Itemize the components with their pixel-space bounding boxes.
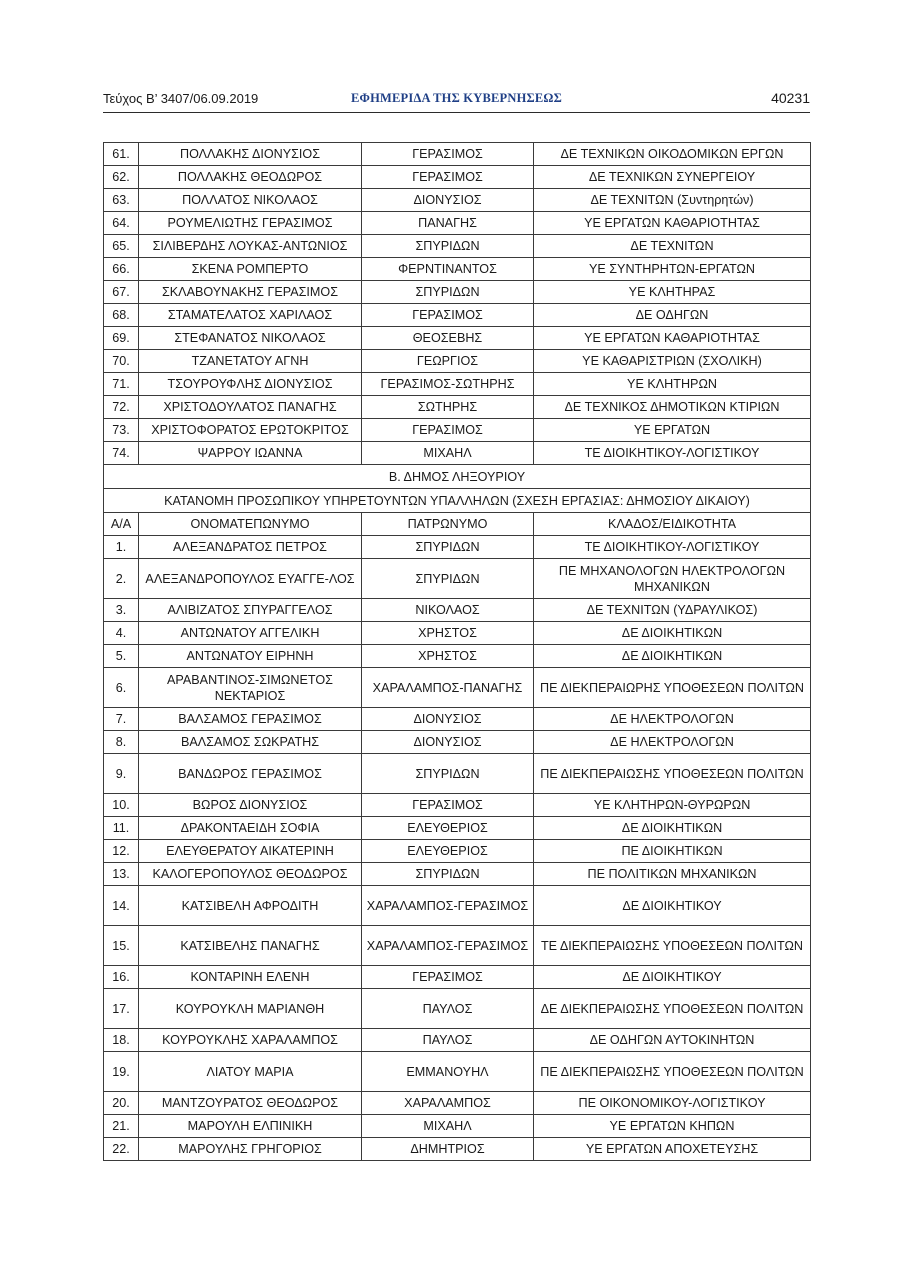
table-row	[104, 304, 811, 327]
cell-number: 63.	[104, 189, 139, 212]
table-row	[104, 396, 811, 419]
cell-name: ΠΟΛΛΑΤΟΣ ΝΙΚΟΛΑΟΣ	[139, 189, 362, 212]
cell-name: ΣΤΑΜΑΤΕΛΑΤΟΣ ΧΑΡΙΛΑΟΣ	[139, 304, 362, 327]
cell-father-name: ΧΑΡΑΛΑΜΠΟΣ-ΓΕΡΑΣΙΜΟΣ	[362, 926, 534, 966]
cell-number: 13.	[104, 863, 139, 886]
cell-name: ΡΟΥΜΕΛΙΩΤΗΣ ΓΕΡΑΣΙΜΟΣ	[139, 212, 362, 235]
cell-father-name: ΣΠΥΡΙΔΩΝ	[362, 559, 534, 599]
cell-branch: ΤΕ ΔΙΕΚΠΕΡΑΙΩΣΗΣ ΥΠΟΘΕΣΕΩΝ ΠΟΛΙΤΩΝ	[534, 926, 811, 966]
cell-branch: ΔΕ ΗΛΕΚΤΡΟΛΟΓΩΝ	[534, 731, 811, 754]
cell-branch: ΥΕ ΚΛΗΤΗΡΑΣ	[534, 281, 811, 304]
cell-number: 62.	[104, 166, 139, 189]
cell-number: 64.	[104, 212, 139, 235]
cell-father-name: ΓΕΡΑΣΙΜΟΣ	[362, 166, 534, 189]
cell-name: ΑΡΑΒΑΝΤΙΝΟΣ-ΣΙΜΩΝΕΤΟΣ ΝΕΚΤΑΡΙΟΣ	[139, 668, 362, 708]
cell-branch: ΔΕ ΟΔΗΓΩΝ	[534, 304, 811, 327]
cell-number: 10.	[104, 794, 139, 817]
cell-branch: ΔΕ ΤΕΧΝΙΤΩΝ (ΥΔΡΑΥΛΙΚΟΣ)	[534, 599, 811, 622]
cell-father-name: ΧΑΡΑΛΑΜΠΟΣ	[362, 1092, 534, 1115]
cell-name: ΠΟΛΛΑΚΗΣ ΘΕΟΔΩΡΟΣ	[139, 166, 362, 189]
cell-number: 73.	[104, 419, 139, 442]
cell-number: 70.	[104, 350, 139, 373]
cell-number: 6.	[104, 668, 139, 708]
cell-branch: ΔΕ ΤΕΧΝΙΚΩΝ ΣΥΝΕΡΓΕΙΟΥ	[534, 166, 811, 189]
cell-number: 3.	[104, 599, 139, 622]
table-row	[104, 419, 811, 442]
cell-number: 72.	[104, 396, 139, 419]
cell-father-name: ΠΑΥΛΟΣ	[362, 1029, 534, 1052]
cell-father-name: ΓΕΡΑΣΙΜΟΣ	[362, 143, 534, 166]
cell-number: 17.	[104, 989, 139, 1029]
cell-name: ΚΑΤΣΙΒΕΛΗ ΑΦΡΟΔΙΤΗ	[139, 886, 362, 926]
cell-branch: ΔΕ ΤΕΧΝΙΚΟΣ ΔΗΜΟΤΙΚΩΝ ΚΤΙΡΙΩΝ	[534, 396, 811, 419]
table-row	[104, 794, 811, 817]
cell-father-name: ΔΙΟΝΥΣΙΟΣ	[362, 708, 534, 731]
cell-number: 4.	[104, 622, 139, 645]
cell-name: ΕΛΕΥΘΕΡΑΤΟΥ ΑΙΚΑΤΕΡΙΝΗ	[139, 840, 362, 863]
cell-branch: ΥΕ ΣΥΝΤΗΡΗΤΩΝ-ΕΡΓΑΤΩΝ	[534, 258, 811, 281]
cell-branch: ΔΕ ΔΙΟΙΚΗΤΙΚΩΝ	[534, 622, 811, 645]
table-row	[104, 212, 811, 235]
column-header-name: ΟΝΟΜΑΤΕΠΩΝΥΜΟ	[139, 513, 362, 536]
cell-father-name: ΧΡΗΣΤΟΣ	[362, 645, 534, 668]
table-row	[104, 926, 811, 966]
cell-branch: ΔΕ ΟΔΗΓΩΝ ΑΥΤΟΚΙΝΗΤΩΝ	[534, 1029, 811, 1052]
cell-number: 66.	[104, 258, 139, 281]
cell-name: ΤΖΑΝΕΤΑΤΟΥ ΑΓΝΗ	[139, 350, 362, 373]
cell-name: ΚΑΤΣΙΒΕΛΗΣ ΠΑΝΑΓΗΣ	[139, 926, 362, 966]
cell-branch: ΥΕ ΚΑΘΑΡΙΣΤΡΙΩΝ (ΣΧΟΛΙΚΗ)	[534, 350, 811, 373]
cell-number: 7.	[104, 708, 139, 731]
cell-branch: ΥΕ ΚΛΗΤΗΡΩΝ-ΘΥΡΩΡΩΝ	[534, 794, 811, 817]
table-row	[104, 886, 811, 926]
cell-name: ΧΡΙΣΤΟΔΟΥΛΑΤΟΣ ΠΑΝΑΓΗΣ	[139, 396, 362, 419]
cell-number: 20.	[104, 1092, 139, 1115]
cell-father-name: ΣΩΤΗΡΗΣ	[362, 396, 534, 419]
table-row	[104, 1052, 811, 1092]
cell-name: ΣΤΕΦΑΝΑΤΟΣ ΝΙΚΟΛΑΟΣ	[139, 327, 362, 350]
cell-father-name: ΝΙΚΟΛΑΟΣ	[362, 599, 534, 622]
cell-number: 12.	[104, 840, 139, 863]
table-row	[104, 1029, 811, 1052]
cell-father-name: ΠΑΝΑΓΗΣ	[362, 212, 534, 235]
cell-name: ΑΛΙΒΙΖΑΤΟΣ ΣΠΥΡΑΓΓΕΛΟΣ	[139, 599, 362, 622]
cell-name: ΤΣΟΥΡΟΥΦΛΗΣ ΔΙΟΝΥΣΙΟΣ	[139, 373, 362, 396]
cell-name: ΣΚΛΑΒΟΥΝΑΚΗΣ ΓΕΡΑΣΙΜΟΣ	[139, 281, 362, 304]
table-row	[104, 863, 811, 886]
cell-number: 71.	[104, 373, 139, 396]
cell-name: ΜΑΡΟΥΛΗ ΕΛΠΙΝΙΚΗ	[139, 1115, 362, 1138]
cell-father-name: ΧΑΡΑΛΑΜΠΟΣ-ΠΑΝΑΓΗΣ	[362, 668, 534, 708]
table-row	[104, 235, 811, 258]
cell-branch: ΥΕ ΕΡΓΑΤΩΝ	[534, 419, 811, 442]
cell-number: 15.	[104, 926, 139, 966]
page-number: 40231	[771, 90, 810, 106]
cell-branch: ΠΕ ΜΗΧΑΝΟΛΟΓΩΝ ΗΛΕΚΤΡΟΛΟΓΩΝ ΜΗΧΑΝΙΚΩΝ	[534, 559, 811, 599]
section-title: Β. ΔΗΜΟΣ ΛΗΞΟΥΡΙΟΥ	[104, 465, 811, 489]
cell-name: ΛΙΑΤΟΥ ΜΑΡΙΑ	[139, 1052, 362, 1092]
cell-number: 65.	[104, 235, 139, 258]
table-row	[104, 166, 811, 189]
cell-father-name: ΔΗΜΗΤΡΙΟΣ	[362, 1138, 534, 1161]
cell-father-name: ΓΕΡΑΣΙΜΟΣ-ΣΩΤΗΡΗΣ	[362, 373, 534, 396]
cell-branch: ΔΕ ΔΙΕΚΠΕΡΑΙΩΣΗΣ ΥΠΟΘΕΣΕΩΝ ΠΟΛΙΤΩΝ	[534, 989, 811, 1029]
cell-branch: ΥΕ ΕΡΓΑΤΩΝ ΚΑΘΑΡΙΟΤΗΤΑΣ	[534, 327, 811, 350]
cell-name: ΚΟΥΡΟΥΚΛΗ ΜΑΡΙΑΝΘΗ	[139, 989, 362, 1029]
table-row	[104, 1092, 811, 1115]
cell-branch: ΠΕ ΟΙΚΟΝΟΜΙΚΟΥ-ΛΟΓΙΣΤΙΚΟΥ	[534, 1092, 811, 1115]
cell-name: ΔΡΑΚΟΝΤΑΕΙΔΗ ΣΟΦΙΑ	[139, 817, 362, 840]
cell-father-name: ΓΕΡΑΣΙΜΟΣ	[362, 966, 534, 989]
cell-father-name: ΠΑΥΛΟΣ	[362, 989, 534, 1029]
cell-name: ΣΚΕΝΑ ΡΟΜΠΕΡΤΟ	[139, 258, 362, 281]
cell-father-name: ΧΑΡΑΛΑΜΠΟΣ-ΓΕΡΑΣΙΜΟΣ	[362, 886, 534, 926]
table-row	[104, 668, 811, 708]
cell-number: 5.	[104, 645, 139, 668]
table-row	[104, 599, 811, 622]
table-row	[104, 536, 811, 559]
table-part-2	[104, 536, 811, 1161]
cell-father-name: ΓΕΡΑΣΙΜΟΣ	[362, 794, 534, 817]
cell-name: ΚΟΝΤΑΡΙΝΗ ΕΛΕΝΗ	[139, 966, 362, 989]
table-row	[104, 708, 811, 731]
cell-branch: ΥΕ ΕΡΓΑΤΩΝ ΑΠΟΧΕΤΕΥΣΗΣ	[534, 1138, 811, 1161]
cell-number: 11.	[104, 817, 139, 840]
cell-branch: ΤΕ ΔΙΟΙΚΗΤΙΚΟΥ-ΛΟΓΙΣΤΙΚΟΥ	[534, 536, 811, 559]
cell-number: 67.	[104, 281, 139, 304]
cell-father-name: ΧΡΗΣΤΟΣ	[362, 622, 534, 645]
cell-branch: ΥΕ ΚΛΗΤΗΡΩΝ	[534, 373, 811, 396]
table-row	[104, 645, 811, 668]
cell-name: ΜΑΝΤΖΟΥΡΑΤΟΣ ΘΕΟΔΩΡΟΣ	[139, 1092, 362, 1115]
table-part-1	[104, 143, 811, 465]
cell-name: ΑΛΕΞΑΝΔΡΑΤΟΣ ΠΕΤΡΟΣ	[139, 536, 362, 559]
cell-father-name: ΓΕΡΑΣΙΜΟΣ	[362, 304, 534, 327]
issue-number: Τεύχος Β’ 3407/06.09.2019	[103, 91, 259, 106]
cell-father-name: ΕΛΕΥΘΕΡΙΟΣ	[362, 817, 534, 840]
table-row	[104, 754, 811, 794]
table-row	[104, 989, 811, 1029]
table-row	[104, 840, 811, 863]
cell-branch: ΔΕ ΔΙΟΙΚΗΤΙΚΟΥ	[534, 966, 811, 989]
cell-father-name: ΣΠΥΡΙΔΩΝ	[362, 863, 534, 886]
cell-branch: ΔΕ ΤΕΧΝΙΤΩΝ (Συντηρητών)	[534, 189, 811, 212]
table-row	[104, 1138, 811, 1161]
cell-name: ΒΑΛΣΑΜΟΣ ΣΩΚΡΑΤΗΣ	[139, 731, 362, 754]
cell-number: 68.	[104, 304, 139, 327]
cell-branch: ΔΕ ΔΙΟΙΚΗΤΙΚΟΥ	[534, 886, 811, 926]
cell-name: ΨΑΡΡΟΥ ΙΩΑΝΝΑ	[139, 442, 362, 465]
cell-name: ΣΙΛΙΒΕΡΔΗΣ ΛΟΥΚΑΣ-ΑΝΤΩΝΙΟΣ	[139, 235, 362, 258]
cell-number: 18.	[104, 1029, 139, 1052]
cell-number: 8.	[104, 731, 139, 754]
table-row	[104, 1115, 811, 1138]
column-header-father: ΠΑΤΡΩΝΥΜΟ	[362, 513, 534, 536]
cell-name: ΚΑΛΟΓΕΡΟΠΟΥΛΟΣ ΘΕΟΔΩΡΟΣ	[139, 863, 362, 886]
cell-father-name: ΣΠΥΡΙΔΩΝ	[362, 754, 534, 794]
cell-branch: ΠΕ ΠΟΛΙΤΙΚΩΝ ΜΗΧΑΝΙΚΩΝ	[534, 863, 811, 886]
table-row	[104, 373, 811, 396]
cell-number: 61.	[104, 143, 139, 166]
cell-number: 14.	[104, 886, 139, 926]
column-header-row	[104, 513, 811, 536]
table-row	[104, 622, 811, 645]
cell-father-name: ΓΕΡΑΣΙΜΟΣ	[362, 419, 534, 442]
cell-name: ΠΟΛΛΑΚΗΣ ΔΙΟΝΥΣΙΟΣ	[139, 143, 362, 166]
cell-name: ΒΑΛΣΑΜΟΣ ΓΕΡΑΣΙΜΟΣ	[139, 708, 362, 731]
cell-branch: ΔΕ ΗΛΕΚΤΡΟΛΟΓΩΝ	[534, 708, 811, 731]
cell-number: 19.	[104, 1052, 139, 1092]
cell-number: 21.	[104, 1115, 139, 1138]
cell-father-name: ΣΠΥΡΙΔΩΝ	[362, 536, 534, 559]
cell-name: ΧΡΙΣΤΟΦΟΡΑΤΟΣ ΕΡΩΤΟΚΡΙΤΟΣ	[139, 419, 362, 442]
cell-number: 9.	[104, 754, 139, 794]
page-header	[103, 90, 810, 113]
cell-name: ΜΑΡΟΥΛΗΣ ΓΡΗΓΟΡΙΟΣ	[139, 1138, 362, 1161]
cell-branch: ΥΕ ΕΡΓΑΤΩΝ ΚΑΘΑΡΙΟΤΗΤΑΣ	[534, 212, 811, 235]
cell-father-name: ΓΕΩΡΓΙΟΣ	[362, 350, 534, 373]
cell-father-name: ΣΠΥΡΙΔΩΝ	[362, 281, 534, 304]
cell-name: ΑΝΤΩΝΑΤΟΥ ΕΙΡΗΝΗ	[139, 645, 362, 668]
table-row	[104, 281, 811, 304]
cell-branch: ΤΕ ΔΙΟΙΚΗΤΙΚΟΥ-ΛΟΓΙΣΤΙΚΟΥ	[534, 442, 811, 465]
table-row	[104, 442, 811, 465]
cell-branch: ΔΕ ΤΕΧΝΙΚΩΝ ΟΙΚΟΔΟΜΙΚΩΝ ΕΡΓΩΝ	[534, 143, 811, 166]
table-row	[104, 189, 811, 212]
table-row	[104, 559, 811, 599]
table-row	[104, 350, 811, 373]
cell-name: ΒΑΝΔΩΡΟΣ ΓΕΡΑΣΙΜΟΣ	[139, 754, 362, 794]
table-row	[104, 731, 811, 754]
column-header-number: Α/Α	[104, 513, 139, 536]
cell-father-name: ΕΜΜΑΝΟΥΗΛ	[362, 1052, 534, 1092]
cell-number: 1.	[104, 536, 139, 559]
cell-father-name: ΘΕΟΣΕΒΗΣ	[362, 327, 534, 350]
cell-father-name: ΜΙΧΑΗΛ	[362, 442, 534, 465]
cell-number: 74.	[104, 442, 139, 465]
cell-name: ΑΛΕΞΑΝΔΡΟΠΟΥΛΟΣ ΕΥΑΓΓΕ-ΛΟΣ	[139, 559, 362, 599]
cell-name: ΑΝΤΩΝΑΤΟΥ ΑΓΓΕΛΙΚΗ	[139, 622, 362, 645]
cell-name: ΚΟΥΡΟΥΚΛΗΣ ΧΑΡΑΛΑΜΠΟΣ	[139, 1029, 362, 1052]
cell-father-name: ΔΙΟΝΥΣΙΟΣ	[362, 189, 534, 212]
cell-father-name: ΜΙΧΑΗΛ	[362, 1115, 534, 1138]
cell-father-name: ΕΛΕΥΘΕΡΙΟΣ	[362, 840, 534, 863]
column-header-branch: ΚΛΑΔΟΣ/ΕΙΔΙΚΟΤΗΤΑ	[534, 513, 811, 536]
cell-branch: ΔΕ ΔΙΟΙΚΗΤΙΚΩΝ	[534, 645, 811, 668]
cell-branch: ΥΕ ΕΡΓΑΤΩΝ ΚΗΠΩΝ	[534, 1115, 811, 1138]
table-row	[104, 258, 811, 281]
cell-father-name: ΔΙΟΝΥΣΙΟΣ	[362, 731, 534, 754]
gazette-title: ΕΦΗΜΕΡΙΔΑ ΤΗΣ ΚΥΒΕΡΝΗΣΕΩΣ	[351, 91, 562, 105]
cell-branch: ΔΕ ΤΕΧΝΙΤΩΝ	[534, 235, 811, 258]
cell-branch: ΠΕ ΔΙΕΚΠΕΡΑΙΩΣΗΣ ΥΠΟΘΕΣΕΩΝ ΠΟΛΙΤΩΝ	[534, 1052, 811, 1092]
cell-branch: ΠΕ ΔΙΕΚΠΕΡΑΙΩΣΗΣ ΥΠΟΘΕΣΕΩΝ ΠΟΛΙΤΩΝ	[534, 754, 811, 794]
cell-branch: ΠΕ ΔΙΟΙΚΗΤΙΚΩΝ	[534, 840, 811, 863]
section-subtitle: ΚΑΤΑΝΟΜΗ ΠΡΟΣΩΠΙΚΟΥ ΥΠΗΡΕΤΟΥΝΤΩΝ ΥΠΑΛΛΗΛΩΝ (ΣΧΕΣΗ ΕΡΓΑΣΙΑΣ: ΔΗΜΟΣΙΟΥ ΔΙΚΑΙΟΥ)	[104, 489, 811, 513]
cell-father-name: ΦΕΡΝΤΙΝΑΝΤΟΣ	[362, 258, 534, 281]
staff-table	[103, 142, 811, 1161]
cell-name: ΒΩΡΟΣ ΔΙΟΝΥΣΙΟΣ	[139, 794, 362, 817]
cell-number: 22.	[104, 1138, 139, 1161]
cell-number: 16.	[104, 966, 139, 989]
cell-number: 69.	[104, 327, 139, 350]
cell-number: 2.	[104, 559, 139, 599]
table-row	[104, 966, 811, 989]
table-row	[104, 143, 811, 166]
table-row	[104, 817, 811, 840]
table-row	[104, 327, 811, 350]
section-header	[104, 465, 811, 536]
cell-father-name: ΣΠΥΡΙΔΩΝ	[362, 235, 534, 258]
cell-branch: ΔΕ ΔΙΟΙΚΗΤΙΚΩΝ	[534, 817, 811, 840]
cell-branch: ΠΕ ΔΙΕΚΠΕΡΑΙΩΡΗΣ ΥΠΟΘΕΣΕΩΝ ΠΟΛΙΤΩΝ	[534, 668, 811, 708]
